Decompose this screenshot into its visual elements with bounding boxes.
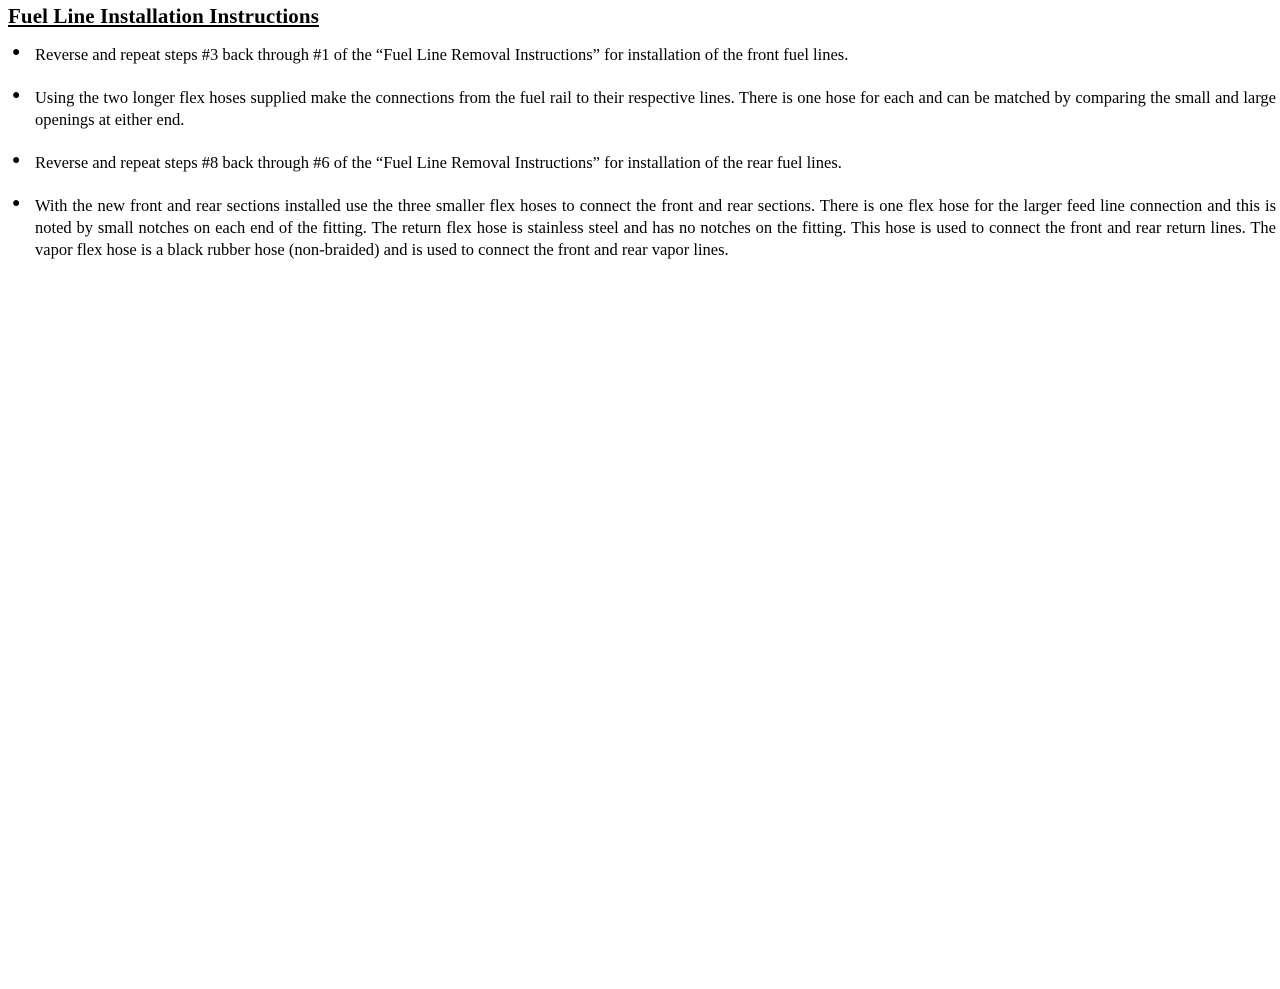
- page-title: Fuel Line Installation Instructions: [8, 4, 319, 28]
- list-item-text: Reverse and repeat steps #3 back through #1 of the “Fuel Line Removal Instructions” for installation of the front fuel lines.: [35, 45, 849, 65]
- bullet-icon: ●: [12, 152, 21, 168]
- bullet-icon: ●: [12, 88, 21, 104]
- bullet-icon: ●: [12, 195, 21, 211]
- list-item-text: Reverse and repeat steps #8 back through #6 of the “Fuel Line Removal Instructions” for installation of the rear fuel lines.: [35, 152, 842, 172]
- list-item: [0, 195, 1280, 261]
- instructions-list: [0, 44, 1280, 261]
- list-item: [0, 152, 1280, 174]
- list-item-text: Using the two longer flex hoses supplied make the connections from the fuel rail to their respective lines. There is one hose for each and can be matched by comparing the small and large openings at either end.: [35, 88, 1276, 130]
- list-item: [0, 87, 1280, 131]
- list-item: [0, 44, 1280, 66]
- bullet-icon: ●: [12, 45, 21, 61]
- list-item-text: With the new front and rear sections installed use the three smaller flex hoses to connect the front and rear sections. There is one flex hose for the larger feed line connection and this is noted by small notches on each end of the fitting. The return flex hose is stainless steel and has no notches on the fitting. This hose is used to connect the front and rear return lines. The vapor flex hose is a black rubber hose (non-braided) and is used to connect the front and rear vapor lines.: [35, 195, 1276, 259]
